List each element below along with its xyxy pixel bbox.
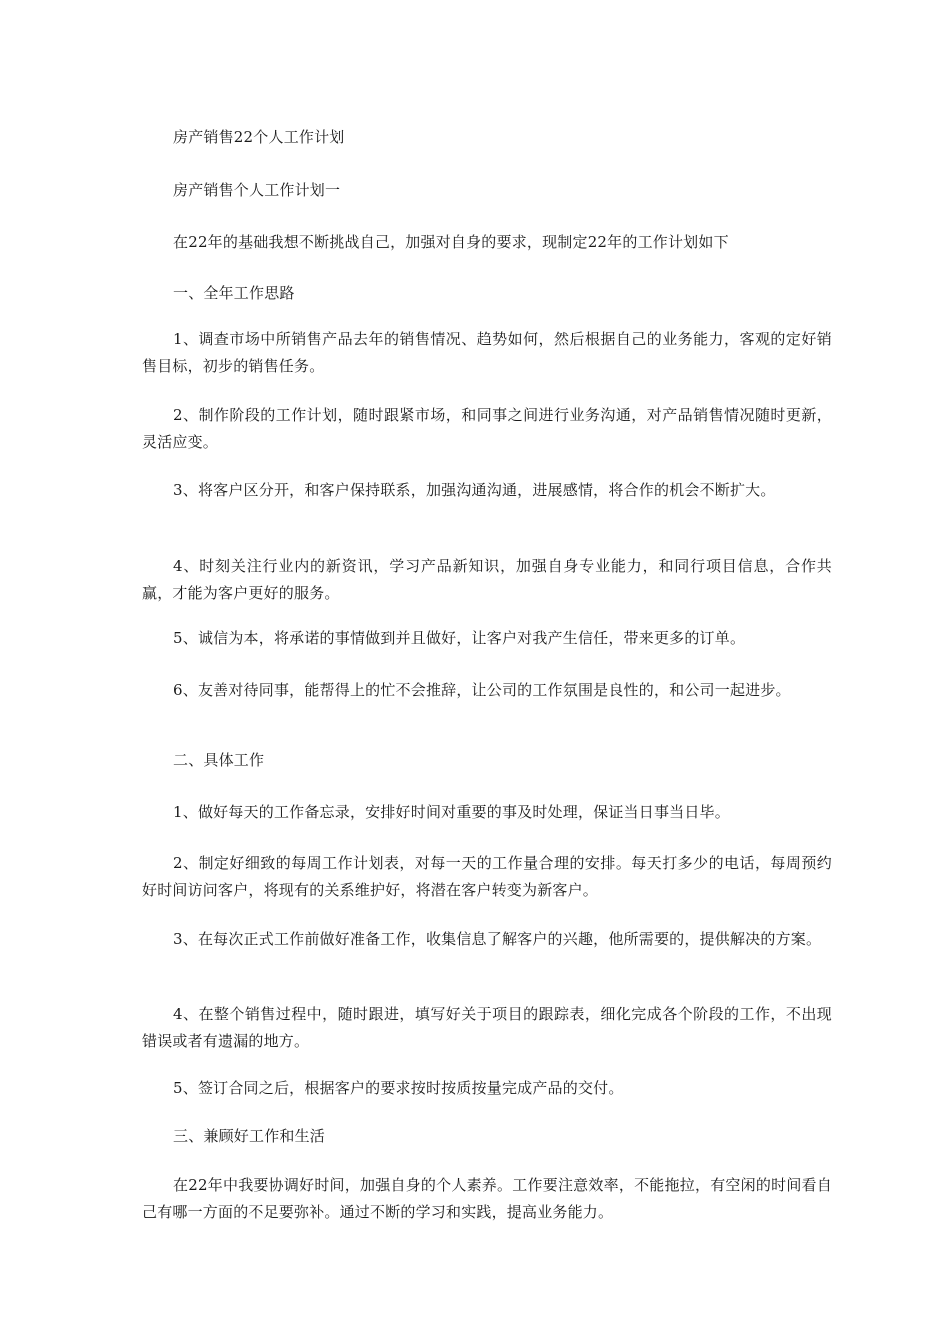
section-2-item-2: 2、制定好细致的每周工作计划表，对每一天的工作量合理的安排。每天打多少的电话，每周预约好时间访问客户，将现有的关系维护好，将潜在客户转变为新客户。 — [142, 854, 832, 899]
section-2-item-4: 4、在整个销售过程中，随时跟进，填写好关于项目的跟踪表，细化完成各个阶段的工作，不出现错误或者有遗漏的地方。 — [142, 1005, 832, 1050]
section-2-item-3: 3、在每次正式工作前做好准备工作，收集信息了解客户的兴趣，他所需要的，提供解决的方案。 — [173, 930, 822, 948]
section-1-item-3: 3、将客户区分开，和客户保持联系，加强沟通沟通，进展感情，将合作的机会不断扩大。 — [173, 481, 776, 499]
section-1-item-6: 6、友善对待同事，能帮得上的忙不会推辞，让公司的工作氛围是良性的，和公司一起进步。 — [173, 681, 791, 699]
section-1-item-5: 5、诚信为本，将承诺的事情做到并且做好，让客户对我产生信任，带来更多的订单。 — [173, 629, 746, 647]
section-2-item-5: 5、签订合同之后，根据客户的要求按时按质按量完成产品的交付。 — [173, 1079, 624, 1097]
intro-paragraph: 在22年的基础我想不断挑战自己，加强对自身的要求，现制定22年的工作计划如下 — [173, 233, 729, 251]
section-heading-1: 一、全年工作思路 — [173, 284, 295, 302]
document-title: 房产销售22个人工作计划 — [173, 128, 345, 146]
section-2-item-1: 1、做好每天的工作备忘录，安排好时间对重要的事及时处理，保证当日事当日毕。 — [173, 803, 730, 821]
section-heading-3: 三、兼顾好工作和生活 — [173, 1127, 326, 1145]
section-heading-2: 二、具体工作 — [173, 751, 265, 769]
section-1-item-2: 2、制作阶段的工作计划，随时跟紧市场，和同事之间进行业务沟通，对产品销售情况随时更新，灵活应变。 — [142, 406, 832, 451]
section-1-item-1: 1、调查市场中所销售产品去年的销售情况、趋势如何，然后根据自己的业务能力，客观的定好销售目标，初步的销售任务。 — [142, 330, 832, 375]
section-1-item-4: 4、时刻关注行业内的新资讯，学习产品新知识，加强自身专业能力，和同行项目信息，合作共赢，才能为客户更好的服务。 — [142, 557, 832, 602]
document-subtitle: 房产销售个人工作计划一 — [173, 181, 341, 199]
section-3-item-1: 在22年中我要协调好时间，加强自身的个人素养。工作要注意效率，不能拖拉，有空闲的时间看自己有哪一方面的不足要弥补。通过不断的学习和实践，提高业务能力。 — [142, 1176, 832, 1221]
